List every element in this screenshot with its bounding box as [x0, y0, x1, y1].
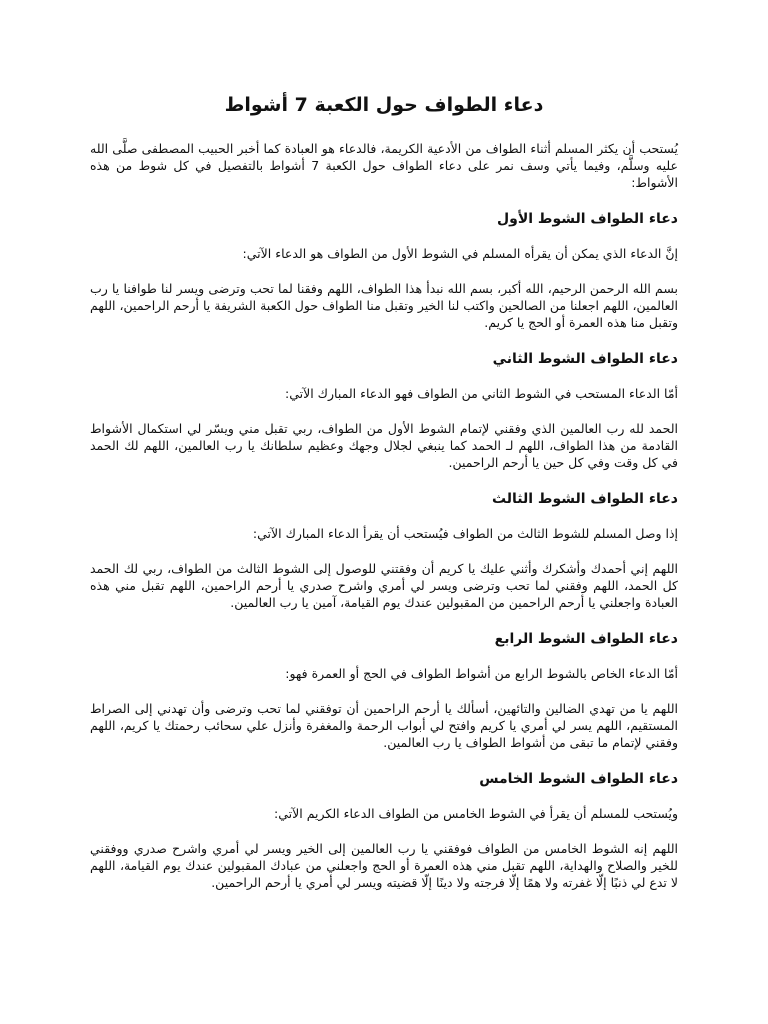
section-heading: دعاء الطواف الشوط الثاني	[492, 351, 678, 367]
section-prayer-paragraph: اللهم إنه الشوط الخامس من الطواف فوفقني يا رب العالمين إلى الخير ويسر لي أمري واشرح صدري ووفقني للخير والصلاح والهداية، اللهم تقبل مني هذه العمرة أو الحج واجعلني من عبادك المقبولين عندك يوم القيامة، اللهم لا تدع لي ذنبًا إلّا غفرته ولا همًا إلّا فرجته ولا دينًا إلّا قضيته ويسر لي أمري يا أرحم الراحمين.	[90, 841, 678, 890]
section-round-1	[90, 209, 678, 331]
section-round-5	[90, 769, 678, 891]
section-heading: دعاء الطواف الشوط الرابع	[494, 631, 678, 647]
section-lead-paragraph: إنَّ الدعاء الذي يمكن أن يقرأه المسلم في الشوط الأول من الطواف هو الدعاء الآتي:	[242, 246, 678, 261]
section-lead-paragraph: إذا وصل المسلم للشوط الثالث من الطواف فيُستحب أن يقرأ الدعاء المبارك الآتي:	[252, 526, 678, 541]
section-lead-paragraph: أمّا الدعاء الخاص بالشوط الرابع من أشواط الطواف في الحج أو العمرة فهو:	[285, 666, 678, 681]
document-title: دعاء الطواف حول الكعبة 7 أشواط	[224, 94, 544, 116]
section-prayer-paragraph: الحمد لله رب العالمين الذي وفقني لإتمام الشوط الأول من الطواف، ربي تقبل مني ويسّر لي استكمال الأشواط القادمة من هذا الطواف، اللهم لـ الحمد كما ينبغي لجلال وجهك وعظيم سلطانك يا رب العالمين، اللهم لك الحمد في كل وقت وفي كل حين يا أرحم الراحمين.	[90, 421, 678, 470]
section-round-4	[90, 629, 678, 751]
section-round-3	[90, 489, 678, 611]
section-prayer-paragraph: اللهم يا من تهدي الضالين والتائهين، أسألك يا أرحم الراحمين أن توفقني لما تحب وترضى وأن تهدني إلى الصراط المستقيم، اللهم يسر لي أمري يا كريم وافتح لي أبواب الرحمة والمغفرة وأنزل علي سحائب رحمتك يا كريم، اللهم وفقني لإتمام ما تبقى من أشواط الطواف يا رب العالمين.	[90, 701, 678, 750]
section-lead-paragraph: أمّا الدعاء المستحب في الشوط الثاني من الطواف فهو الدعاء المبارك الآتي:	[284, 386, 678, 401]
section-heading: دعاء الطواف الشوط الخامس	[479, 771, 678, 787]
section-round-2	[90, 349, 678, 471]
section-lead-paragraph: ويُستحب للمسلم أن يقرأ في الشوط الخامس من الطواف الدعاء الكريم الآتي:	[274, 806, 678, 821]
section-prayer-paragraph: اللهم إني أحمدك وأشكرك وأثني عليك يا كريم أن وفقتني للوصول إلى الشوط الثالث من الطواف، ربي لك الحمد كل الحمد، اللهم وفقني لما تحب وترضى ويسر لي أمري واشرح صدري يا أرحم الراحمين، اللهم تقبل مني هذه العبادة واجعلني يا أرحم الراحمين من المقبولين عندك يوم القيامة، آمين يا رب العالمين.	[90, 561, 678, 610]
section-heading: دعاء الطواف الشوط الثالث	[491, 491, 678, 507]
intro-paragraph: يُستحب أن يكثر المسلم أثناء الطواف من الأدعية الكريمة، فالدعاء هو العبادة كما أخبر الحبيب المصطفى صلَّى الله عليه وسلَّم، وفيما يأتي وسف نمر على دعاء الطواف حول الكعبة 7 أشواط بالتفصيل في كل شوط من هذه الأشواط:	[90, 141, 678, 190]
section-heading: دعاء الطواف الشوط الأول	[496, 211, 678, 227]
section-prayer-paragraph: بسم الله الرحمن الرحيم، الله أكبر، بسم الله نبدأ هذا الطواف، اللهم وفقنا لما تحب وترضى ويسر لنا طوافنا يا رب العالمين، اللهم اجعلنا من الصالحين واكتب لنا الخير وتقبل منا الطواف حول الكعبة الشريفة يا أرحم الراحمين، اللهم وتقبل منا هذه العمرة أو الحج يا كريم.	[90, 281, 678, 330]
